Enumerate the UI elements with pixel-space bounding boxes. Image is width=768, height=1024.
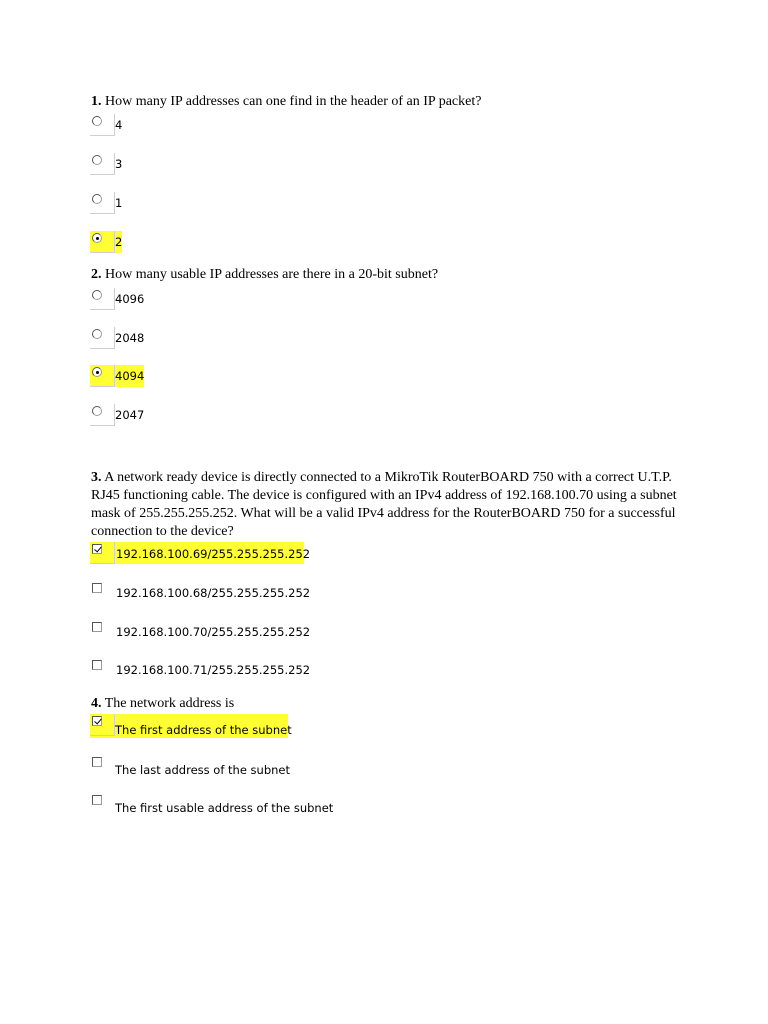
checkbox-frame bbox=[90, 542, 115, 564]
question-2 bbox=[91, 266, 438, 284]
option-label: 2047 bbox=[115, 408, 145, 422]
radio-button-selected[interactable] bbox=[92, 367, 102, 377]
option-label: 4094 bbox=[115, 369, 145, 383]
checkbox-frame bbox=[90, 793, 115, 815]
radio-button[interactable] bbox=[92, 290, 102, 300]
option-label: 1 bbox=[115, 196, 123, 210]
radio-frame bbox=[90, 192, 115, 214]
checkbox-frame bbox=[90, 658, 115, 680]
checkbox-checked[interactable] bbox=[92, 544, 102, 554]
question-3 bbox=[91, 469, 691, 541]
option-label: The first usable address of the subnet bbox=[115, 801, 334, 815]
question-4 bbox=[91, 695, 234, 713]
checkbox[interactable] bbox=[92, 757, 102, 767]
question-text: How many IP addresses can one find in the header of an IP packet? bbox=[105, 94, 482, 109]
option-label: 192.168.100.69/255.255.255.252 bbox=[116, 547, 311, 561]
radio-frame bbox=[90, 327, 115, 349]
option-label: The first address of the subnet bbox=[115, 723, 292, 737]
option-label: 192.168.100.71/255.255.255.252 bbox=[116, 663, 311, 677]
radio-frame bbox=[90, 288, 115, 310]
option-label: 3 bbox=[115, 157, 123, 171]
option-label: 2048 bbox=[115, 331, 145, 345]
radio-button[interactable] bbox=[92, 155, 102, 165]
radio-button[interactable] bbox=[92, 194, 102, 204]
question-text: The network address is bbox=[104, 696, 235, 711]
question-number: 2. bbox=[91, 267, 102, 282]
checkbox-frame bbox=[90, 620, 115, 642]
question-number: 4. bbox=[91, 696, 102, 711]
option-label: 2 bbox=[115, 235, 123, 249]
checkbox-frame bbox=[90, 714, 115, 736]
radio-button-selected[interactable] bbox=[92, 233, 102, 243]
checkbox-frame bbox=[90, 581, 115, 603]
checkbox-frame bbox=[90, 755, 115, 777]
question-number: 1. bbox=[91, 94, 102, 109]
checkbox[interactable] bbox=[92, 583, 102, 593]
radio-button[interactable] bbox=[92, 406, 102, 416]
radio-frame bbox=[90, 153, 115, 175]
option-label: 192.168.100.68/255.255.255.252 bbox=[116, 586, 311, 600]
option-q1-d[interactable] bbox=[90, 231, 122, 253]
option-q2-c[interactable] bbox=[90, 365, 144, 387]
radio-button[interactable] bbox=[92, 329, 102, 339]
question-text: How many usable IP addresses are there in a 20-bit subnet? bbox=[105, 267, 439, 282]
radio-frame bbox=[90, 114, 115, 136]
option-q4-a[interactable] bbox=[90, 714, 292, 738]
radio-frame bbox=[90, 231, 115, 253]
option-label: 192.168.100.70/255.255.255.252 bbox=[116, 625, 311, 639]
question-text: A network ready device is directly connected to a MikroTik RouterBOARD 750 with a correct U.T.P. RJ45 functioning cable. The device is configured with an IPv4 address of 192.168.100.70 using a subnet mask of 255.255.255.252. What will be a valid IPv4 address for the RouterBOARD 750 for a successful connection to the device? bbox=[91, 470, 677, 539]
checkbox[interactable] bbox=[92, 622, 102, 632]
radio-frame bbox=[90, 404, 115, 426]
option-label: 4 bbox=[115, 118, 123, 132]
question-1 bbox=[91, 93, 481, 111]
checkbox[interactable] bbox=[92, 660, 102, 670]
checkbox-checked[interactable] bbox=[92, 716, 102, 726]
checkbox[interactable] bbox=[92, 795, 102, 805]
option-label: The last address of the subnet bbox=[115, 763, 290, 777]
radio-button[interactable] bbox=[92, 116, 102, 126]
radio-frame bbox=[90, 365, 115, 387]
option-label: 4096 bbox=[115, 292, 145, 306]
question-number: 3. bbox=[91, 470, 102, 485]
option-q3-a[interactable] bbox=[90, 542, 311, 564]
